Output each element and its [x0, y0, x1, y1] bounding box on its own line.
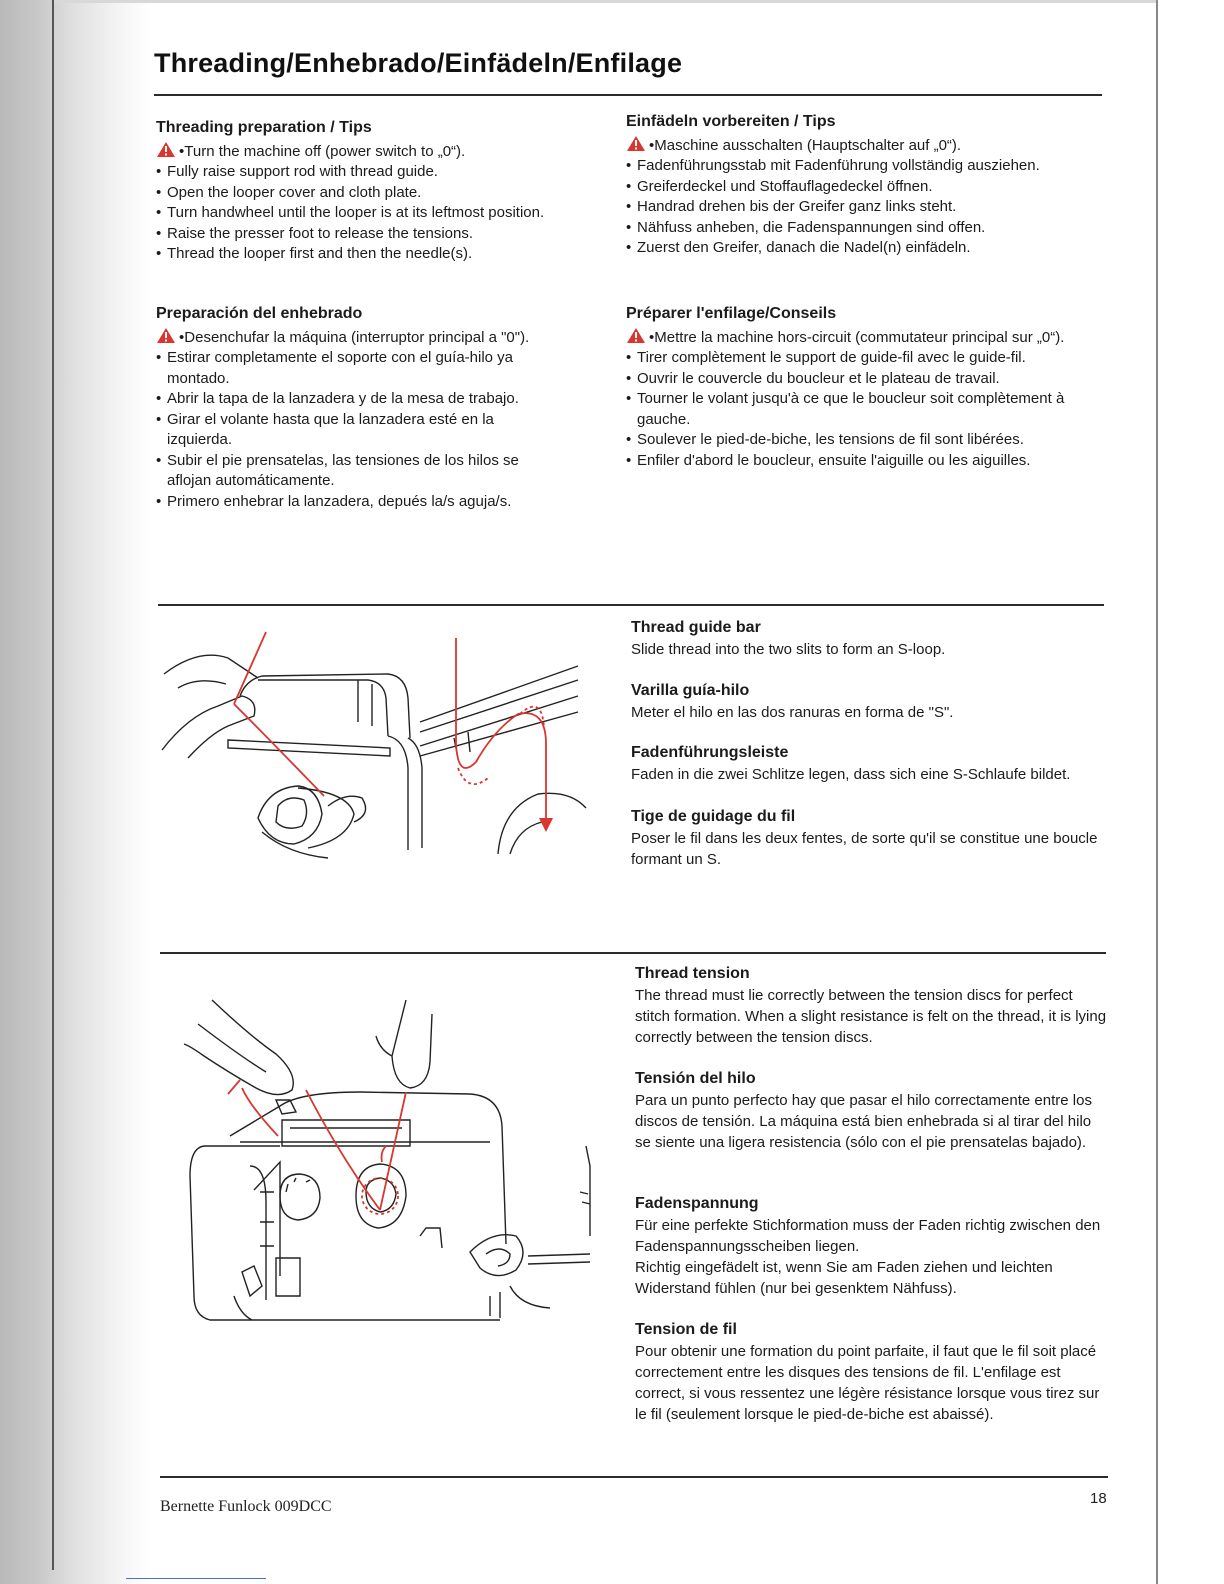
- list-item: • Zuerst den Greifer, danach die Nadel(n) einfädeln.: [626, 238, 1106, 259]
- arrow-icon: [539, 818, 553, 832]
- warning-triangle-icon: [156, 327, 176, 344]
- tension-fr-heading: Tension de fil: [635, 1321, 737, 1338]
- prep-en-heading: Threading preparation / Tips: [156, 119, 372, 136]
- section-rule: [158, 604, 1104, 606]
- page-edge-top: [54, 0, 1156, 3]
- list-item: • Fadenführungsstab mit Fadenführung vollständig ausziehen.: [626, 156, 1106, 177]
- prep-es-heading: Preparación del enhebrado: [156, 305, 363, 322]
- prep-fr-warning: • Mettre la machine hors-circuit (commutateur principal sur „0“).: [626, 327, 1106, 349]
- guide-bar-fr-text: Poser le fil dans les deux fentes, de sorte qu'il se constitue une boucle formant un S.: [631, 830, 1098, 868]
- list-item: • Open the looper cover and cloth plate.: [156, 183, 556, 204]
- tension-en-section: [635, 963, 1111, 1048]
- guide-bar-en-text: Slide thread into the two slits to form an S-loop.: [631, 641, 946, 658]
- list-item: • Girar el volante hasta que la lanzadera esté en la izquierda.: [156, 410, 556, 451]
- title-rule: [154, 94, 1102, 96]
- list-item: • Thread the looper first and then the needle(s).: [156, 244, 556, 265]
- prep-de-warning: • Maschine ausschalten (Hauptschalter auf „0“).: [626, 135, 1106, 157]
- tension-en-heading: Thread tension: [635, 965, 750, 982]
- thread-tension-illustration: [170, 996, 610, 1326]
- tension-de-text-2: Richtig eingefädelt ist, wenn Sie am Faden ziehen und leichten Widerstand fühlen (nur bei gesenktem Nähfuss).: [635, 1259, 1053, 1297]
- guide-bar-fr-section: [631, 806, 1111, 870]
- scan-gutter-shadow: [0, 0, 150, 1584]
- guide-bar-es-section: [631, 680, 1111, 723]
- prep-de-section: [626, 112, 1106, 259]
- section-rule: [160, 952, 1106, 954]
- tension-de-text-1: Für eine perfekte Stichformation muss der Faden richtig zwischen den Fadenspannungsscheiben liegen.: [635, 1217, 1101, 1255]
- warning-triangle-icon: [626, 327, 646, 344]
- page-title: Threading/Enhebrado/Einfädeln/Enfilage: [154, 48, 683, 78]
- guide-bar-es-heading: Varilla guía-hilo: [631, 682, 750, 699]
- page-edge-left: [52, 0, 54, 1570]
- guide-bar-de-heading: Fadenführungsleiste: [631, 744, 789, 761]
- tension-de-section: [635, 1193, 1111, 1299]
- guide-bar-fr-heading: Tige de guidage du fil: [631, 808, 796, 825]
- guide-bar-es-text: Meter el hilo en las dos ranuras en forma de "S".: [631, 704, 954, 721]
- guide-bar-en-section: [631, 617, 1111, 660]
- guide-bar-de-section: [631, 742, 1111, 785]
- list-item: • Ouvrir le couvercle du boucleur et le plateau de travail.: [626, 369, 1106, 390]
- prep-es-warning: • Desenchufar la máquina (interruptor principal a "0").: [156, 327, 556, 349]
- tension-es-section: [635, 1068, 1111, 1153]
- footer-rule: [160, 1476, 1108, 1478]
- tension-es-heading: Tensión del hilo: [635, 1070, 756, 1087]
- prep-fr-section: [626, 304, 1106, 471]
- warning-triangle-icon: [156, 141, 176, 158]
- tension-es-text: Para un punto perfecto hay que pasar el hilo correctamente entre los discos de tensión. La máquina está bien enhebrada si al tirar del hilo se siente una ligera resistencia (sólo con el pie prensatelas bajado).: [635, 1092, 1092, 1151]
- guide-bar-en-heading: Thread guide bar: [631, 619, 761, 636]
- list-item: • Tirer complètement le support de guide-fil avec le guide-fil.: [626, 348, 1106, 369]
- list-item: • Fully raise support rod with thread guide.: [156, 162, 556, 183]
- list-item: • Subir el pie prensatelas, las tensiones de los hilos se aflojan automáticamente.: [156, 451, 556, 492]
- list-item: • Tourner le volant jusqu'à ce que le boucleur soit complètement à gauche.: [626, 389, 1106, 430]
- prep-en-warning: • Turn the machine off (power switch to „0“).: [156, 141, 556, 163]
- prep-es-section: [156, 304, 556, 512]
- list-item: • Soulever le pied-de-biche, les tensions de fil sont libérées.: [626, 430, 1106, 451]
- list-item: • Raise the presser foot to release the tensions.: [156, 224, 556, 245]
- list-item: • Enfiler d'abord le boucleur, ensuite l'aiguille ou les aiguilles.: [626, 451, 1106, 472]
- list-item: • Greiferdeckel und Stoffauflagedeckel öffnen.: [626, 177, 1106, 198]
- page-number: 18: [1090, 1490, 1107, 1507]
- warning-triangle-icon: [626, 135, 646, 152]
- prep-de-heading: Einfädeln vorbereiten / Tips: [626, 113, 836, 130]
- guide-bar-de-text: Faden in die zwei Schlitze legen, dass sich eine S-Schlaufe bildet.: [631, 766, 1071, 783]
- scan-link-underline: [126, 1578, 266, 1579]
- list-item: • Nähfuss anheben, die Fadenspannungen sind offen.: [626, 218, 1106, 239]
- list-item: • Turn handwheel until the looper is at its leftmost position.: [156, 203, 556, 224]
- prep-fr-heading: Préparer l'enfilage/Conseils: [626, 305, 837, 322]
- list-item: • Primero enhebrar la lanzadera, depués la/s aguja/s.: [156, 492, 556, 513]
- tension-fr-text: Pour obtenir une formation du point parfaite, il faut que le fil soit placé correctement entre les disques des tensions de fil. L'enfilage est correct, si vous ressentez une légère résistance lorsque vous tirez sur le fil (seulement lorsque le pied-de-biche est abaissé).: [635, 1343, 1100, 1423]
- tension-de-heading: Fadenspannung: [635, 1195, 759, 1212]
- thread-guide-bar-illustration: [158, 618, 598, 868]
- list-item: • Estirar completamente el soporte con el guía-hilo ya montado.: [156, 348, 556, 389]
- tension-fr-section: [635, 1319, 1111, 1425]
- footer-brand: Bernette Funlock 009DCC: [160, 1498, 332, 1515]
- prep-en-section: [156, 118, 556, 265]
- page-edge-right: [1156, 0, 1158, 1584]
- list-item: • Handrad drehen bis der Greifer ganz links steht.: [626, 197, 1106, 218]
- tension-en-text: The thread must lie correctly between the tension discs for perfect stitch formation. When a slight resistance is felt on the thread, it is lying correctly between the tension discs.: [635, 987, 1107, 1046]
- list-item: • Abrir la tapa de la lanzadera y de la mesa de trabajo.: [156, 389, 556, 410]
